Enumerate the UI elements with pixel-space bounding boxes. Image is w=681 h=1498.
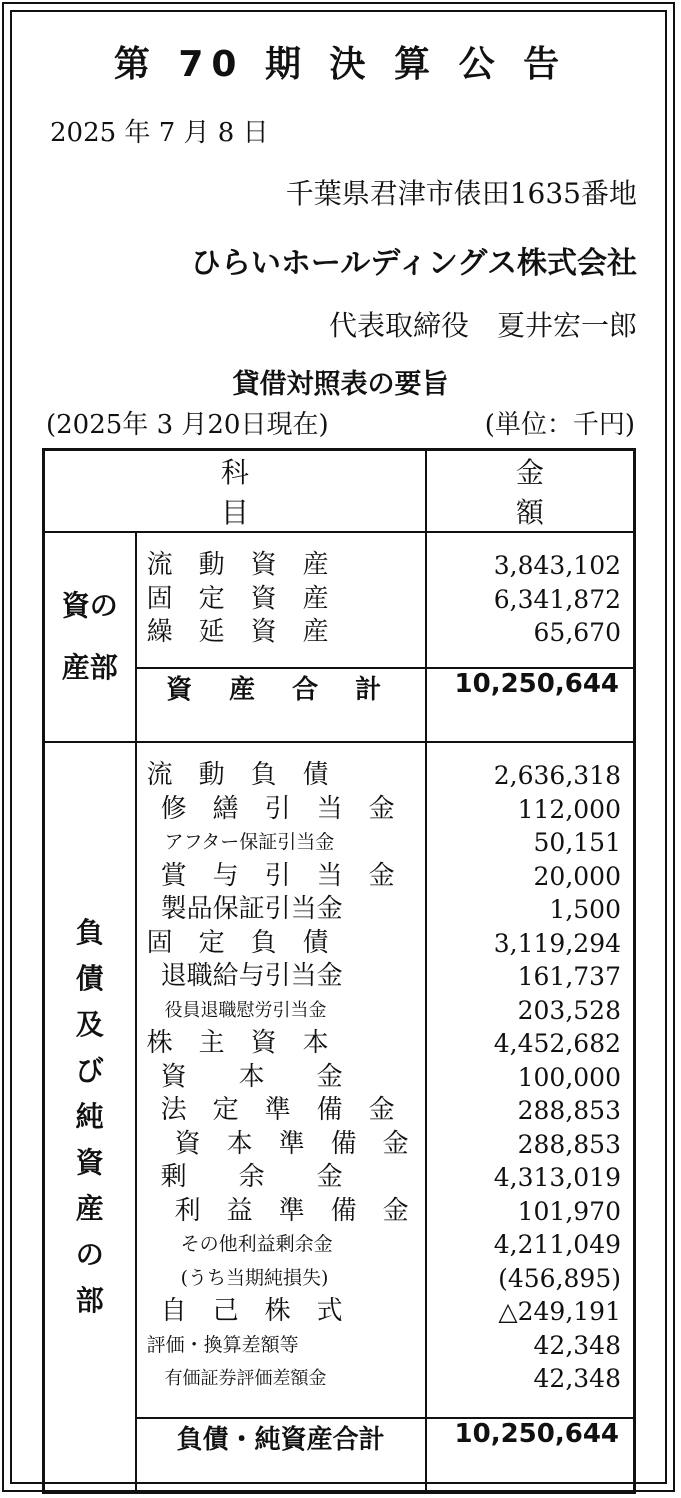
liabilities-total-label: 負債・純資産合計: [136, 1418, 426, 1493]
liability-item-amount: 42,348: [533, 1330, 621, 1360]
assets-total-amount: 10,250,644: [426, 668, 635, 742]
liability-item-amount: 203,528: [517, 995, 621, 1025]
unit-label: (単位：千円): [484, 410, 635, 440]
liability-item-amount: △249,191: [498, 1297, 621, 1326]
liability-item-amount: 100,000: [517, 1062, 621, 1092]
notice-date: 2025 年 7 月 8 日: [50, 118, 269, 148]
liability-item-name: 資 本 準 備 金: [174, 1128, 409, 1159]
liability-item-name: 流 動 負 債: [146, 760, 329, 790]
liability-item-name: 退職給与引当金: [160, 961, 343, 991]
liability-item-name: 法 定 準 備 金: [160, 1095, 395, 1125]
liability-item-amount: 3,119,294: [493, 928, 621, 958]
liability-item-amount: (456,895): [498, 1263, 621, 1293]
assets-category-line1: 資の: [61, 589, 118, 622]
liabilities-item-amounts: [426, 742, 635, 1418]
asset-item-amount: 65,670: [533, 618, 621, 647]
assets-category: [44, 532, 136, 742]
notice-title: 第 70 期 決 算 公 告: [113, 44, 568, 85]
liability-item-name: 賞 与 引 当 金: [160, 860, 395, 891]
liability-item-name: 株 主 資 本: [146, 1028, 329, 1058]
asset-item-name: 繰 延 資 産: [146, 617, 329, 647]
assets-item-names: [136, 532, 426, 668]
liability-item-name: アフター保証引当金: [164, 831, 335, 853]
liabilities-category-label: 負債及び純資産の部: [75, 916, 104, 1317]
liability-item-name: 評価・換算差額等: [146, 1333, 299, 1356]
liability-item-amount: 161,737: [517, 962, 621, 991]
liability-item-name: 製品保証引当金: [160, 894, 343, 924]
liability-item-amount: 4,452,682: [493, 1029, 621, 1058]
liability-item-name: 修 繕 引 当 金: [160, 793, 395, 824]
as-of-date: (2025年 3 月20日現在): [46, 410, 329, 440]
liability-item-name: 有価証券評価差額金: [164, 1368, 327, 1389]
liabilities-total-amount: 10,250,644: [426, 1418, 635, 1493]
balance-sheet-table: [42, 448, 636, 1494]
liability-item-name: 利 益 準 備 金: [174, 1195, 409, 1226]
liability-item-name: その他利益剰余金: [180, 1233, 333, 1255]
liability-item-name: (うち当期純損失): [180, 1266, 329, 1289]
assets-item-amounts: [426, 532, 635, 668]
company-name: ひらいホールディングス株式会社: [190, 246, 637, 281]
assets-row: [44, 532, 635, 668]
liability-item-amount: 288,853: [517, 1129, 621, 1159]
liability-item-amount: 4,313,019: [493, 1163, 621, 1192]
liabilities-row: [44, 742, 635, 1418]
company-address: 千葉県君津市俵田1635番地: [285, 177, 637, 210]
header-item: 科目: [44, 450, 426, 533]
table-header-row: [44, 450, 635, 533]
assets-total-label: 資 産 合 計: [136, 668, 426, 742]
liability-item-name: 資 本 金: [160, 1061, 343, 1092]
liabilities-item-names: [136, 742, 426, 1418]
liability-item-amount: 50,151: [533, 828, 621, 857]
liability-item-name: 剰 余 金: [160, 1162, 343, 1192]
liability-item-name: 固 定 負 債: [146, 927, 329, 958]
liabilities-category: [44, 742, 136, 1493]
balance-sheet-title: 貸借対照表の要旨: [232, 369, 449, 400]
liability-item-amount: 20,000: [533, 861, 621, 891]
liability-item-name: 自 己 株 式: [160, 1296, 343, 1326]
representative: 代表取締役 夏井宏一郎: [328, 309, 637, 342]
header-amount: 金額: [426, 450, 635, 533]
liability-item-amount: 2,636,318: [493, 761, 621, 790]
asset-item-name: 流 動 資 産: [146, 550, 329, 580]
liability-item-amount: 112,000: [517, 794, 621, 824]
liability-item-amount: 288,853: [517, 1096, 621, 1125]
asset-item-amount: 6,341,872: [493, 584, 621, 614]
liability-item-amount: 101,970: [517, 1196, 621, 1226]
asset-item-name: 固 定 資 産: [146, 583, 329, 614]
assets-category-line2: 産部: [61, 651, 118, 684]
liability-item-amount: 4,211,049: [493, 1230, 621, 1259]
asset-item-amount: 3,843,102: [493, 551, 621, 580]
liability-item-name: 役員退職慰労引当金: [164, 999, 327, 1021]
liability-item-amount: 1,500: [549, 895, 621, 924]
liability-item-amount: 42,348: [533, 1364, 621, 1393]
